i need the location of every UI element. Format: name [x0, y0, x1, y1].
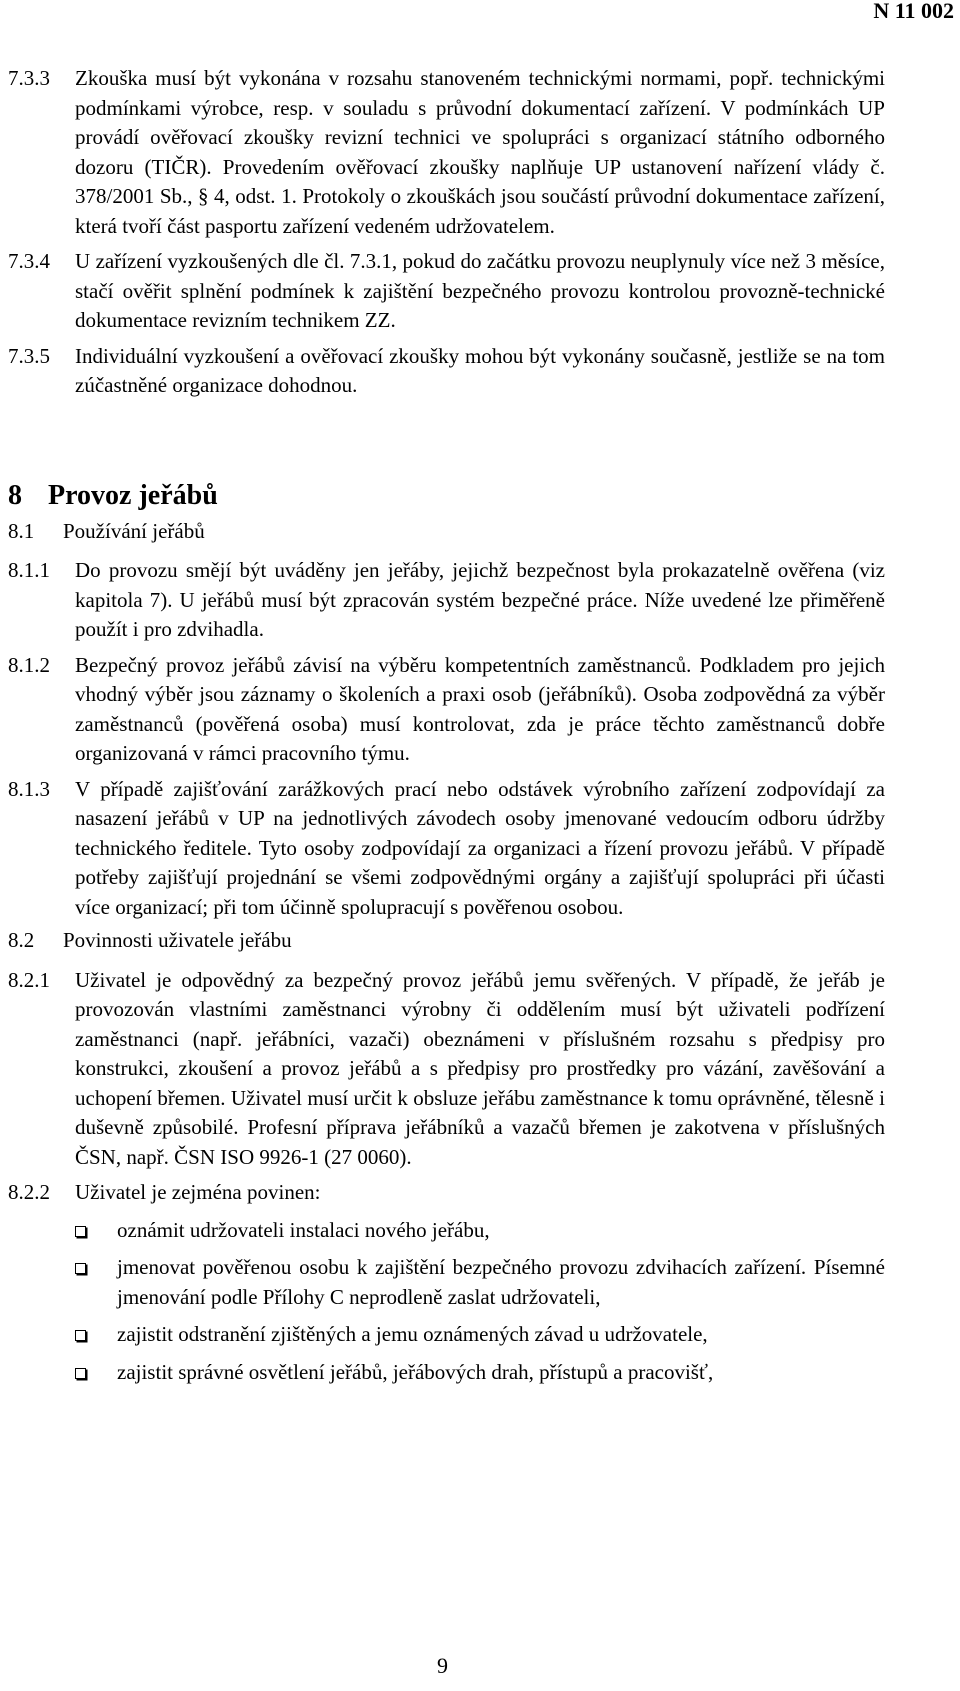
list-item-text: jmenovat pověřenou osobu k zajištění bezpečného provozu zdvihacích zařízení. Písemné jmenování podle Přílohy C neprodleně zaslat udržovateli, [117, 1255, 885, 1309]
paragraph-8-1-3 [8, 775, 885, 923]
paragraph-number: 8.1.3 [8, 776, 50, 801]
paragraph-number: 8.2.2 [8, 1180, 50, 1204]
list-item [75, 1320, 885, 1350]
paragraph-text: Individuální vyzkoušení a ověřovací zkoušky mohou být vykonány současně, jestliže se na tom zúčastněné organizace dohodnou. [75, 343, 885, 397]
document-body [8, 64, 885, 1395]
checkbox-bullet-icon [75, 1320, 117, 1350]
checkbox-bullet-icon [75, 1358, 117, 1388]
paragraph-text: Do provozu smějí být uváděny jen jeřáby, jejichž bezpečnost byla prokazatelně ověřena (viz kapitola 7). U jeřábů musí být zpracován systém bezpečné práce. Níže uvedené lze přiměřeně použít i pro zdvihadla. [75, 558, 885, 641]
paragraph-7-3-3 [8, 64, 885, 241]
page-number: 9 [437, 1653, 448, 1678]
paragraph-7-3-4 [8, 247, 885, 336]
duties-list [75, 1216, 885, 1388]
paragraph-text: U zařízení vyzkoušených dle čl. 7.3.1, pokud do začátku provozu neuplynuly více než 3 měsíce, stačí ověřit splnění podmínek k zajištění bezpečného provozu kontrolou provozně-technické dokumentace revizním technikem ZZ. [75, 249, 885, 332]
paragraph-text: Zkouška musí být vykonána v rozsahu stanoveném technickými normami, popř. technickými podmínkami výrobce, resp. v souladu s průvodní dokumentací zařízení. V podmínkách UP provádí ověřovací zkoušky revizní technici ve spolupráci s organizací státního odborného dozoru (TIČR). Provedením ověřovací zkoušky naplňuje UP ustanovení nařízení vlády č. 378/2001 Sb., § 4, odst. 1. Protokoly o zkouškách jsou součástí průvodní dokumentace zařízení, která tvoří část pasportu zařízení vedeném udržovatelem. [75, 66, 885, 238]
section-number: 8.2 [8, 928, 35, 952]
paragraph-text: Uživatel je zejména povinen: [75, 1180, 321, 1204]
chapter-heading [8, 479, 885, 513]
list-item-text: oznámit udržovateli instalaci nového jeřábu, [117, 1217, 490, 1242]
paragraph-8-1-1 [8, 556, 885, 645]
document-code: N 11 002 [873, 0, 954, 23]
chapter-number: 8 [8, 479, 22, 511]
section-title: Používání jeřábů [63, 518, 205, 543]
section-number: 8.1 [8, 518, 35, 543]
paragraph-8-1-2 [8, 651, 885, 769]
chapter-title: Provoz jeřábů [48, 479, 218, 511]
list-item-text: zajistit odstranění zjištěných a jemu oznámených závad u udržovatele, [117, 1322, 708, 1346]
section-title: Povinnosti uživatele jeřábu [63, 928, 292, 952]
paragraph-text: Uživatel je odpovědný za bezpečný provoz jeřábů jemu svěřených. V případě, že jeřáb je provozován vlastními zaměstnanci výrobny či oddělením musí být uživateli podřízení zaměstnanci (např. jeřábníci, vazači) obeznámeni v příslušném rozsahu s předpisy pro konstrukci, zkoušení a provoz jeřábů a s předpisy pro prostředky pro vázání, zavěšování a uchopení břemen. Uživatel musí určit k obsluze jeřábu zaměstnance k tomu oprávněné, tělesně i duševně způsobilé. Profesní příprava jeřábníků a vazačů břemen je zakotvena v příslušných ČSN, např. ČSN ISO 9926-1 (27 0060). [75, 967, 885, 1169]
list-item [75, 1216, 885, 1246]
checkbox-bullet-icon [75, 1216, 117, 1246]
checkbox-bullet-icon [75, 1253, 117, 1312]
paragraph-text: V případě zajišťování zarážkových prací nebo odstávek výrobního zařízení zodpovídají za nasazení jeřábů v UP na jednotlivých závodech osoby jmenované vedoucím odboru údržby technického ředitele. Tyto osoby zodpovídají za organizaci a řízení provozu jeřábů. V případě potřeby zajišťují projednání se všemi zodpovědnými orgány a zajišťují spolupráci při účasti více organizací; při tom účinně spolupracují s pověřenou osobou. [75, 776, 885, 919]
paragraph-7-3-5 [8, 342, 885, 401]
section-heading-8-2 [8, 926, 885, 956]
paragraph-8-2-2 [8, 1178, 885, 1208]
list-item [75, 1358, 885, 1388]
paragraph-number: 8.1.2 [8, 652, 50, 677]
paragraph-number: 8.1.1 [8, 558, 50, 582]
paragraph-text: Bezpečný provoz jeřábů závisí na výběru kompetentních zaměstnanců. Podkladem pro jejich vhodný výběr jsou záznamy o školeních a praxi osob (jeřábníků). Osoba zodpovědná za výběr zaměstnanců (pověřená osoba) musí kontrolovat, zda je práce těchto zaměstnanců dobře organizovaná v rámci pracovního týmu. [75, 652, 885, 765]
paragraph-number: 8.2.1 [8, 967, 50, 992]
paragraph-8-2-1 [8, 966, 885, 1173]
paragraph-number: 7.3.3 [8, 66, 50, 90]
list-item-text: zajistit správné osvětlení jeřábů, jeřábových drah, přístupů a pracovišť, [117, 1359, 714, 1384]
list-item [75, 1253, 885, 1312]
paragraph-number: 7.3.4 [8, 249, 50, 273]
section-heading-8-1 [8, 517, 885, 547]
paragraph-number: 7.3.5 [8, 343, 50, 368]
